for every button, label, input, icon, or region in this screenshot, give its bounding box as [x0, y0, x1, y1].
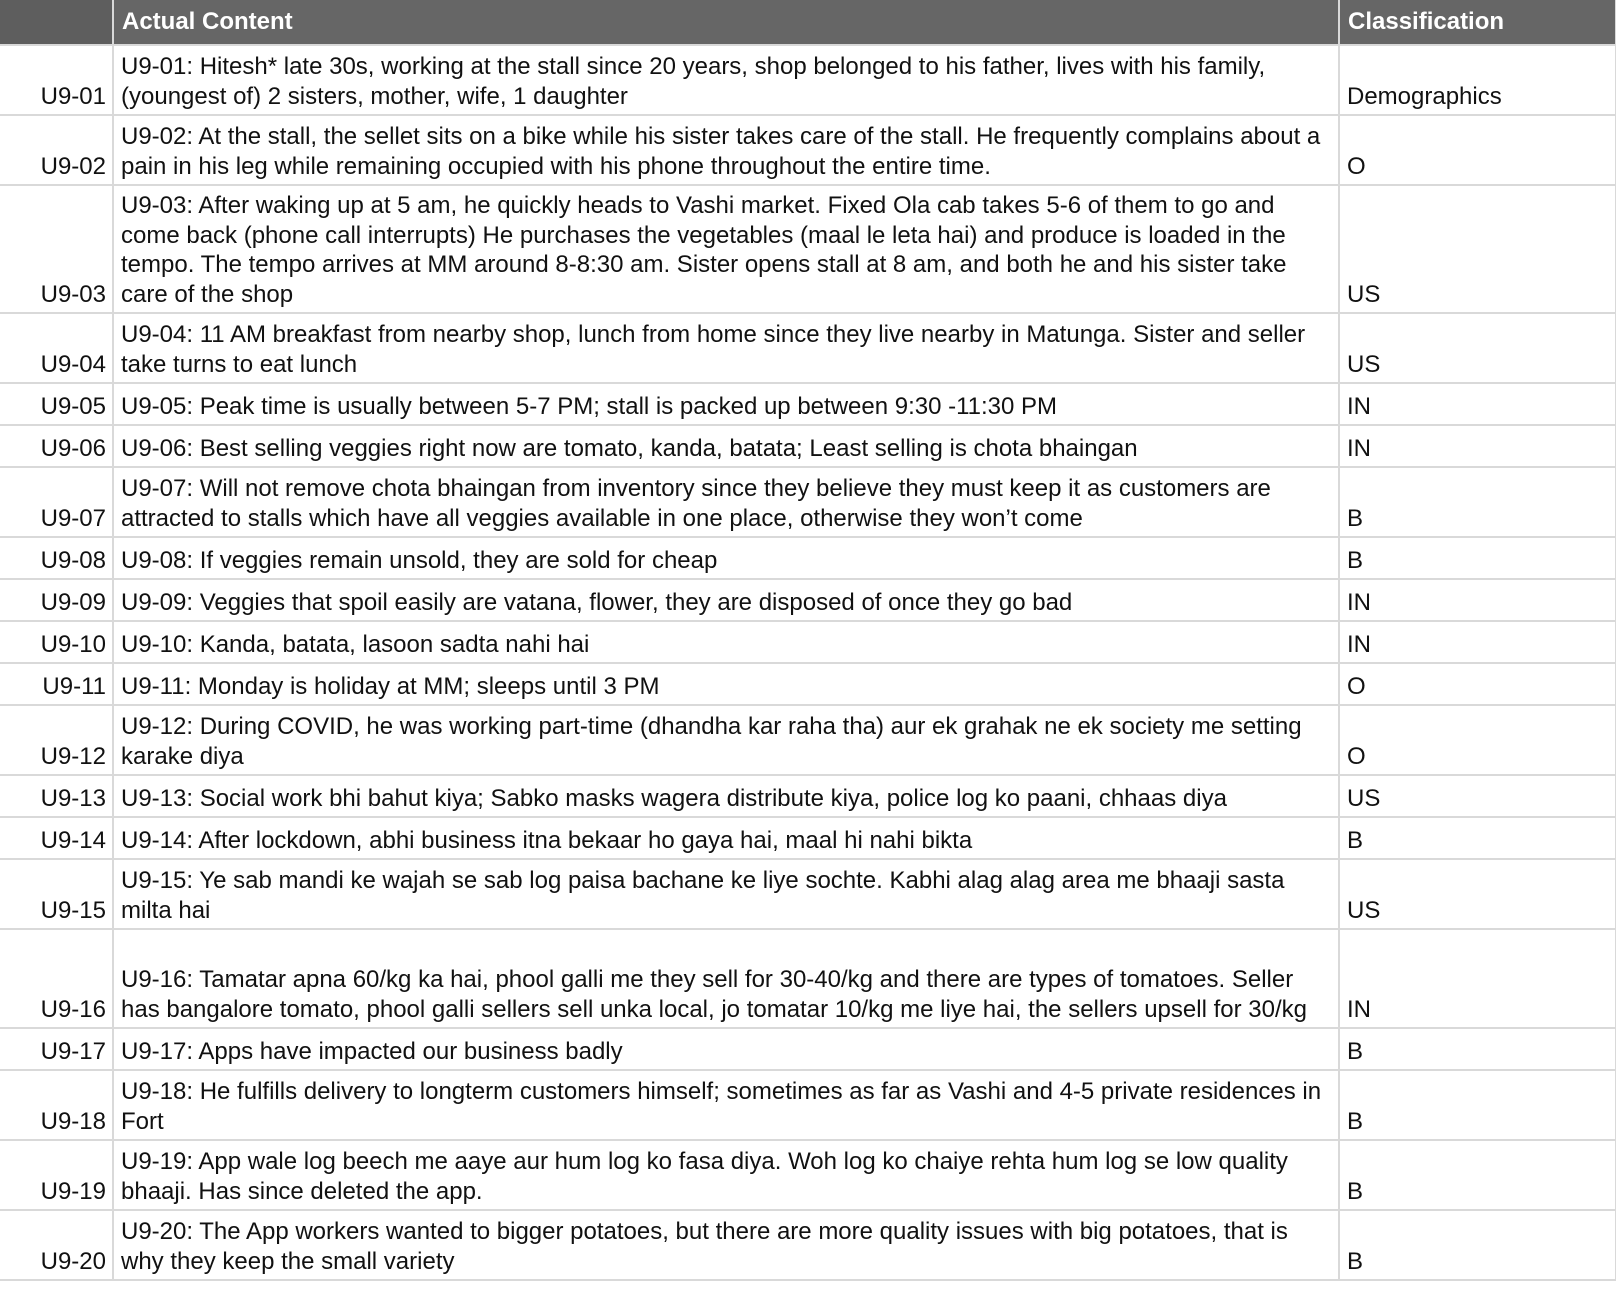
- content-cell[interactable]: U9-16: Tamatar apna 60/kg ka hai, phool galli me they sell for 30-40/kg and there are types of tomatoes. Seller has bangalore tomato, phool galli sellers sell unka local, jo tomatar 10/kg me liye hai, the sellers upsell for 30/kg: [113, 929, 1339, 1028]
- row-id-cell[interactable]: U9-10: [0, 621, 113, 663]
- row-id-cell[interactable]: U9-08: [0, 537, 113, 579]
- classification-cell[interactable]: O: [1339, 663, 1616, 705]
- content-cell[interactable]: U9-09: Veggies that spoil easily are vatana, flower, they are disposed of once they go bad: [113, 579, 1339, 621]
- row-id-cell[interactable]: U9-07: [0, 467, 113, 537]
- table-row: [0, 663, 1616, 705]
- row-id-cell[interactable]: U9-12: [0, 705, 113, 775]
- table-row: [0, 185, 1616, 313]
- classification-cell[interactable]: IN: [1339, 929, 1616, 1028]
- row-id-cell[interactable]: U9-06: [0, 425, 113, 467]
- content-cell[interactable]: U9-14: After lockdown, abhi business itna bekaar ho gaya hai, maal hi nahi bikta: [113, 817, 1339, 859]
- header-row: [0, 0, 1616, 45]
- classification-cell[interactable]: B: [1339, 1140, 1616, 1210]
- table-row: [0, 383, 1616, 425]
- content-cell[interactable]: U9-03: After waking up at 5 am, he quickly heads to Vashi market. Fixed Ola cab takes 5-6 of them to go and come back (phone call interrupts) He purchases the vegetables (maal le leta hai) and produce is loaded in the tempo. The tempo arrives at MM around 8-8:30 am. Sister opens stall at 8 am, and both he and his sister take care of the shop: [113, 185, 1339, 313]
- classification-cell[interactable]: US: [1339, 775, 1616, 817]
- row-id-cell[interactable]: U9-18: [0, 1070, 113, 1140]
- content-cell[interactable]: U9-17: Apps have impacted our business badly: [113, 1028, 1339, 1070]
- content-cell[interactable]: U9-11: Monday is holiday at MM; sleeps until 3 PM: [113, 663, 1339, 705]
- table-row: [0, 115, 1616, 185]
- classification-cell[interactable]: US: [1339, 185, 1616, 313]
- table-row: [0, 817, 1616, 859]
- table-row: [0, 929, 1616, 1028]
- header-actual-content[interactable]: Actual Content: [113, 0, 1339, 45]
- classification-cell[interactable]: IN: [1339, 621, 1616, 663]
- content-cell[interactable]: U9-01: Hitesh* late 30s, working at the stall since 20 years, shop belonged to his father, lives with his family, (youngest of) 2 sisters, mother, wife, 1 daughter: [113, 45, 1339, 115]
- content-cell[interactable]: U9-08: If veggies remain unsold, they are sold for cheap: [113, 537, 1339, 579]
- row-id-cell[interactable]: U9-01: [0, 45, 113, 115]
- row-id-cell[interactable]: U9-13: [0, 775, 113, 817]
- classification-cell[interactable]: B: [1339, 817, 1616, 859]
- classification-cell[interactable]: US: [1339, 859, 1616, 929]
- row-id-cell[interactable]: U9-05: [0, 383, 113, 425]
- classification-cell[interactable]: IN: [1339, 383, 1616, 425]
- row-id-cell[interactable]: U9-04: [0, 313, 113, 383]
- classification-cell[interactable]: O: [1339, 705, 1616, 775]
- row-id-cell[interactable]: U9-17: [0, 1028, 113, 1070]
- row-id-cell[interactable]: U9-03: [0, 185, 113, 313]
- content-cell[interactable]: U9-10: Kanda, batata, lasoon sadta nahi hai: [113, 621, 1339, 663]
- table-row: [0, 45, 1616, 115]
- content-cell[interactable]: U9-18: He fulfills delivery to longterm customers himself; sometimes as far as Vashi and 4-5 private residences in Fort: [113, 1070, 1339, 1140]
- content-cell[interactable]: U9-20: The App workers wanted to bigger potatoes, but there are more quality issues with big potatoes, that is why they keep the small variety: [113, 1210, 1339, 1280]
- row-id-cell[interactable]: U9-16: [0, 929, 113, 1028]
- table-row: [0, 425, 1616, 467]
- table-row: [0, 859, 1616, 929]
- header-classification[interactable]: Classification: [1339, 0, 1616, 45]
- table-row: [0, 775, 1616, 817]
- table-row: [0, 1028, 1616, 1070]
- classification-cell[interactable]: B: [1339, 1210, 1616, 1280]
- row-id-cell[interactable]: U9-19: [0, 1140, 113, 1210]
- classification-cell[interactable]: IN: [1339, 579, 1616, 621]
- row-id-cell[interactable]: U9-14: [0, 817, 113, 859]
- row-id-cell[interactable]: U9-09: [0, 579, 113, 621]
- content-cell[interactable]: U9-19: App wale log beech me aaye aur hum log ko fasa diya. Woh log ko chaiye rehta hum log se low quality bhaaji. Has since deleted the app.: [113, 1140, 1339, 1210]
- row-id-cell[interactable]: U9-02: [0, 115, 113, 185]
- classification-cell[interactable]: IN: [1339, 425, 1616, 467]
- table-row: [0, 1210, 1616, 1280]
- content-cell[interactable]: U9-02: At the stall, the sellet sits on a bike while his sister takes care of the stall. He frequently complains about a pain in his leg while remaining occupied with his phone throughout the entire time.: [113, 115, 1339, 185]
- row-id-cell[interactable]: U9-15: [0, 859, 113, 929]
- row-id-cell[interactable]: U9-11: [0, 663, 113, 705]
- classification-cell[interactable]: B: [1339, 1070, 1616, 1140]
- table-row: [0, 1070, 1616, 1140]
- content-cell[interactable]: U9-04: 11 AM breakfast from nearby shop, lunch from home since they live nearby in Matunga. Sister and seller take turns to eat lunch: [113, 313, 1339, 383]
- table-row: [0, 579, 1616, 621]
- classification-cell[interactable]: Demographics: [1339, 45, 1616, 115]
- classification-cell[interactable]: US: [1339, 313, 1616, 383]
- classification-cell[interactable]: B: [1339, 537, 1616, 579]
- classification-cell[interactable]: B: [1339, 1028, 1616, 1070]
- content-cell[interactable]: U9-12: During COVID, he was working part-time (dhandha kar raha tha) aur ek grahak ne ek society me setting karake diya: [113, 705, 1339, 775]
- table-row: [0, 705, 1616, 775]
- row-id-cell[interactable]: U9-20: [0, 1210, 113, 1280]
- classification-cell[interactable]: B: [1339, 467, 1616, 537]
- content-cell[interactable]: U9-15: Ye sab mandi ke wajah se sab log paisa bachane ke liye sochte. Kabhi alag alag area me bhaaji sasta milta hai: [113, 859, 1339, 929]
- content-cell[interactable]: U9-13: Social work bhi bahut kiya; Sabko masks wagera distribute kiya, police log ko paani, chhaas diya: [113, 775, 1339, 817]
- table-row: [0, 313, 1616, 383]
- table-row: [0, 537, 1616, 579]
- classification-cell[interactable]: O: [1339, 115, 1616, 185]
- table-row: [0, 1140, 1616, 1210]
- content-cell[interactable]: U9-06: Best selling veggies right now are tomato, kanda, batata; Least selling is chota bhaingan: [113, 425, 1339, 467]
- content-cell[interactable]: U9-05: Peak time is usually between 5-7 PM; stall is packed up between 9:30 -11:30 PM: [113, 383, 1339, 425]
- header-id-cell[interactable]: [0, 0, 113, 45]
- content-cell[interactable]: U9-07: Will not remove chota bhaingan from inventory since they believe they must keep it as customers are attracted to stalls which have all veggies available in one place, otherwise they won’t come: [113, 467, 1339, 537]
- table-row: [0, 621, 1616, 663]
- table-row: [0, 467, 1616, 537]
